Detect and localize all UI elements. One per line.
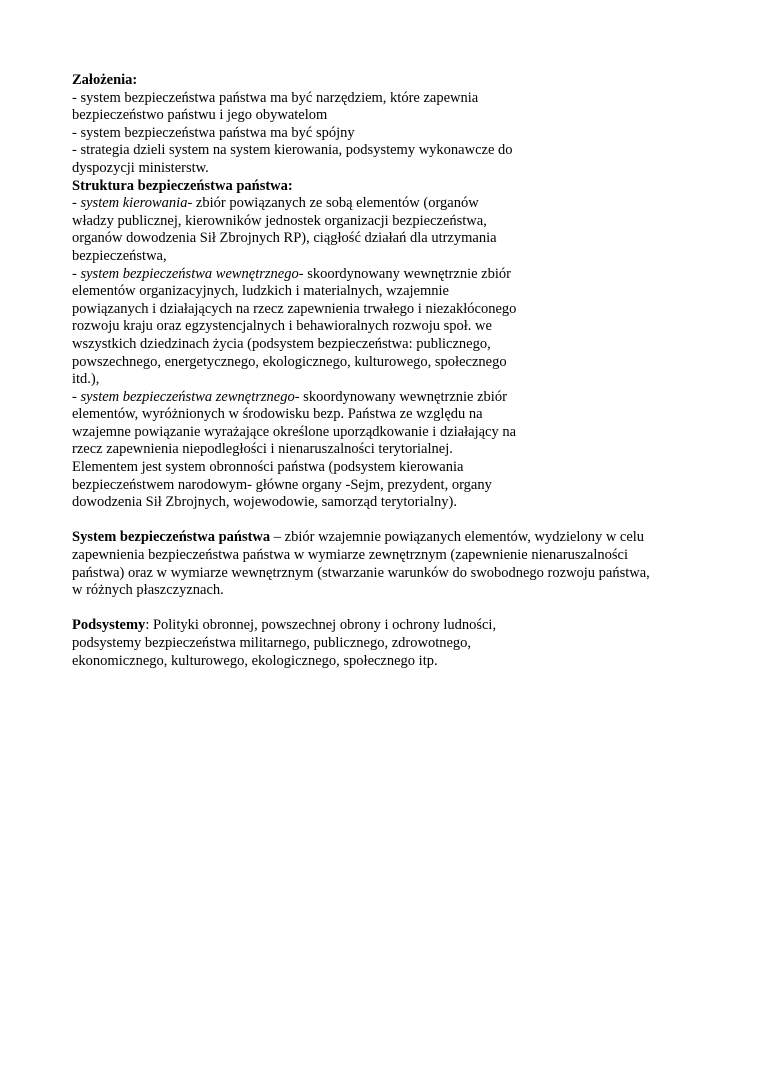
wewnetrznego-line: elementów organizacyjnych, ludzkich i materialnych, wzajemnie: [72, 283, 449, 300]
kierowania-line: organów dowodzenia Sił Zbrojnych RP), ciągłość działań dla utrzymania: [72, 230, 497, 247]
podsystemy-term: Podsystemy: [72, 617, 146, 634]
wewnetrznego-first-line: [72, 266, 690, 284]
system-kierowania-item: [72, 195, 690, 265]
struktura-section: [72, 178, 690, 512]
system-line: w różnych płaszczyznach.: [72, 582, 224, 599]
zewnetrznego-line: dowodzenia Sił Zbrojnych, wojewodowie, samorząd terytorialny).: [72, 494, 457, 511]
zewnetrznego-line: bezpieczeństwem narodowym- główne organy -Sejm, prezydent, organy: [72, 476, 492, 493]
zalozenia-line: bezpieczeństwo państwu i jego obywatelom: [72, 107, 328, 124]
zewnetrznego-line: elementów, wyróżnionych w środowisku bezp. Państwa ze względu na: [72, 406, 483, 423]
zewnetrznego-line: Elementem jest system obronności państwa (podsystem kierowania: [72, 459, 464, 476]
kierowania-line: władzy publicznej, kierowników jednostek organizacji bezpieczeństwa,: [72, 212, 487, 229]
podsystemy-line: podsystemy bezpieczeństwa militarnego, publicznego, zdrowotnego,: [72, 635, 472, 651]
wewnetrznego-rest: skoordynowany wewnętrznie zbiór: [303, 265, 511, 282]
wewnetrznego-term: system bezpieczeństwa wewnętrznego-: [80, 265, 304, 282]
wewnetrznego-line: powiązanych i działających na rzecz zapewnienia trwałego i niezakłóconego: [72, 300, 517, 317]
zewnetrznego-first-line: [72, 389, 690, 407]
zalozenia-line: dyspozycji ministerstw.: [72, 159, 209, 176]
podsystemy-section: [72, 617, 690, 670]
list-dash: -: [72, 195, 81, 212]
paragraph-gap: [72, 600, 690, 618]
zalozenia-line: - strategia dzieli system na system kierowania, podsystemy wykonawcze do: [72, 142, 513, 159]
wewnetrznego-line: itd.),: [72, 371, 100, 388]
wewnetrznego-line: rozwoju kraju oraz egzystencjalnych i behawioralnych rozwoju społ. we: [72, 318, 492, 335]
zalozenia-line: - system bezpieczeństwa państwa ma być spójny: [72, 124, 355, 141]
zalozenia-heading: Założenia:: [72, 72, 138, 88]
system-zewnetrznego-item: [72, 389, 690, 512]
zewnetrznego-line: rzecz zapewnienia niepodległości i nienaruszalności terytorialnej.: [72, 441, 453, 458]
zalozenia-line: - system bezpieczeństwa państwa ma być narzędziem, które zapewnia: [72, 89, 479, 106]
system-definition-section: [72, 529, 690, 599]
kierowania-term: system kierowania-: [80, 195, 193, 212]
paragraph-gap: [72, 512, 690, 530]
podsystemy-first-line: [72, 617, 690, 635]
zewnetrznego-rest: skoordynowany wewnętrznie zbiór: [299, 388, 507, 405]
wewnetrznego-line: powszechnego, energetycznego, ekologicznego, kulturowego, społecznego: [72, 353, 507, 370]
zalozenia-section: [72, 72, 690, 178]
system-wewnetrznego-item: [72, 266, 690, 389]
system-first-line: [72, 529, 690, 547]
zewnetrznego-term: system bezpieczeństwa zewnętrznego-: [80, 388, 300, 405]
system-line: zapewnienia bezpieczeństwa państwa w wymiarze zewnętrznym (zapewnienie nienaruszalności: [72, 547, 628, 564]
list-dash: -: [72, 265, 81, 282]
system-rest: – zbiór wzajemnie powiązanych elementów, wydzielony w celu: [270, 529, 645, 546]
podsystemy-rest: : Polityki obronnej, powszechnej obrony i ochrony ludności,: [145, 617, 497, 634]
kierowania-first-line: [72, 195, 690, 213]
podsystemy-line: ekonomicznego, kulturowego, ekologicznego, społecznego itp.: [72, 652, 438, 669]
system-term: System bezpieczeństwa państwa: [72, 529, 271, 546]
list-dash: -: [72, 388, 81, 405]
kierowania-line: bezpieczeństwa,: [72, 247, 167, 264]
struktura-heading: Struktura bezpieczeństwa państwa:: [72, 177, 293, 194]
kierowania-rest: zbiór powiązanych ze sobą elementów (organów: [192, 195, 479, 212]
system-line: państwa) oraz w wymiarze wewnętrznym (stwarzanie warunków do swobodnego rozwoju państwa,: [72, 564, 650, 581]
zewnetrznego-line: wzajemne powiązanie wyrażające określone uporządkowanie i działający na: [72, 423, 517, 440]
document-page: [72, 72, 690, 670]
wewnetrznego-line: wszystkich dziedzinach życia (podsystem bezpieczeństwa: publicznego,: [72, 335, 491, 352]
